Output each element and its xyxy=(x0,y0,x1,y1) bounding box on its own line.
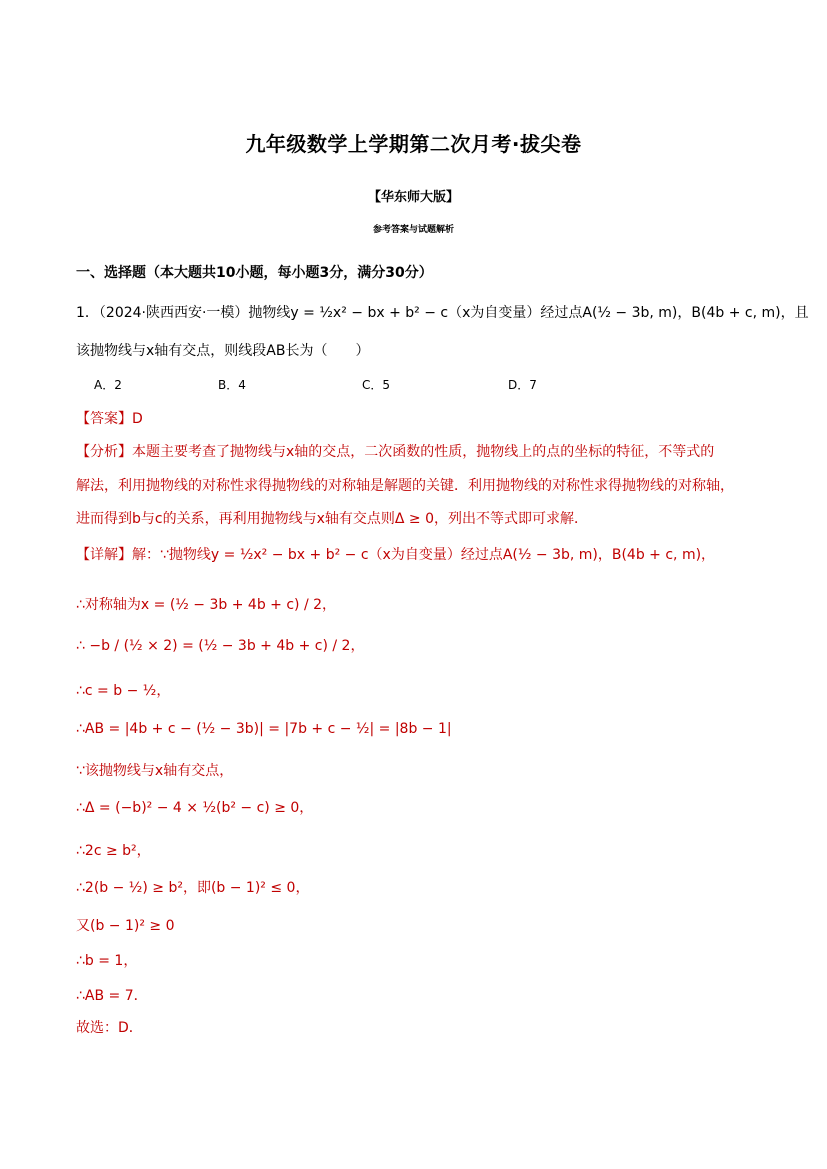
option-c: C．5 xyxy=(362,378,391,392)
section-header: 一、选择题（本大题共10小题，每小题3分，满分30分） xyxy=(76,265,433,281)
step-c-value: ∴c = b − ½， xyxy=(76,683,171,699)
question-line-2: 该抛物线与x轴有交点，则线段AB长为（ ） xyxy=(76,343,370,359)
edition-label: 【华东师大版】 xyxy=(367,190,459,205)
step-ab-length: ∴AB = |4b + c − (½ − 3b)| = |7b + c − ½| = |8b − 1| xyxy=(76,721,452,737)
option-b: B．4 xyxy=(218,378,246,392)
answer-note: 参考答案与试题解析 xyxy=(372,225,454,235)
analysis-line-1: 【分析】本题主要考查了抛物线与x轴的交点，二次函数的性质，抛物线上的点的坐标的特征，不等式的 xyxy=(76,444,715,460)
step-b-value: ∴b = 1， xyxy=(76,953,138,969)
step-intersection: ∵该抛物线与x轴有交点， xyxy=(76,763,234,779)
option-d: D．7 xyxy=(508,378,537,392)
step-inequality: ∴2c ≥ b²， xyxy=(76,843,151,859)
analysis-line-2: 解法，利用抛物线的对称性求得抛物线的对称轴是解题的关键．利用抛物线的对称性求得抛物线的对称轴， xyxy=(76,478,734,494)
step-square-nonneg: 又(b − 1)² ≥ 0 xyxy=(76,918,175,934)
detail-line-1: 【详解】解：∵抛物线y = ½x² − bx + b² − c（x为自变量）经过点A(½ − 3b, m)，B(4b + c, m)， xyxy=(76,547,716,563)
page-title: 九年级数学上学期第二次月考·拔尖卷 xyxy=(245,132,582,156)
step-discriminant: ∴Δ = (−b)² − 4 × ½(b² − c) ≥ 0， xyxy=(76,800,314,816)
analysis-line-3: 进而得到b与c的关系，再利用抛物线与x轴有交点则Δ ≥ 0，列出不等式即可求解． xyxy=(76,511,588,527)
answer-label: 【答案】D xyxy=(76,411,143,427)
step-symmetry-axis: ∴对称轴为x = (½ − 3b + 4b + c) / 2， xyxy=(76,597,337,613)
option-a: A．2 xyxy=(94,378,122,392)
question-line-1: 1．（2024·陕西西安·一模）抛物线y = ½x² − bx + b² − c（x为自变量）经过点A(½ − 3b, m)，B(4b + c, m)，且 xyxy=(76,305,809,321)
step-ab-result: ∴AB = 7． xyxy=(76,988,148,1004)
step-equation: ∴ −b / (½ × 2) = (½ − 3b + 4b + c) / 2， xyxy=(76,638,365,654)
conclusion: 故选：D． xyxy=(76,1020,143,1036)
step-substitution: ∴2(b − ½) ≥ b²，即(b − 1)² ≤ 0， xyxy=(76,880,310,896)
